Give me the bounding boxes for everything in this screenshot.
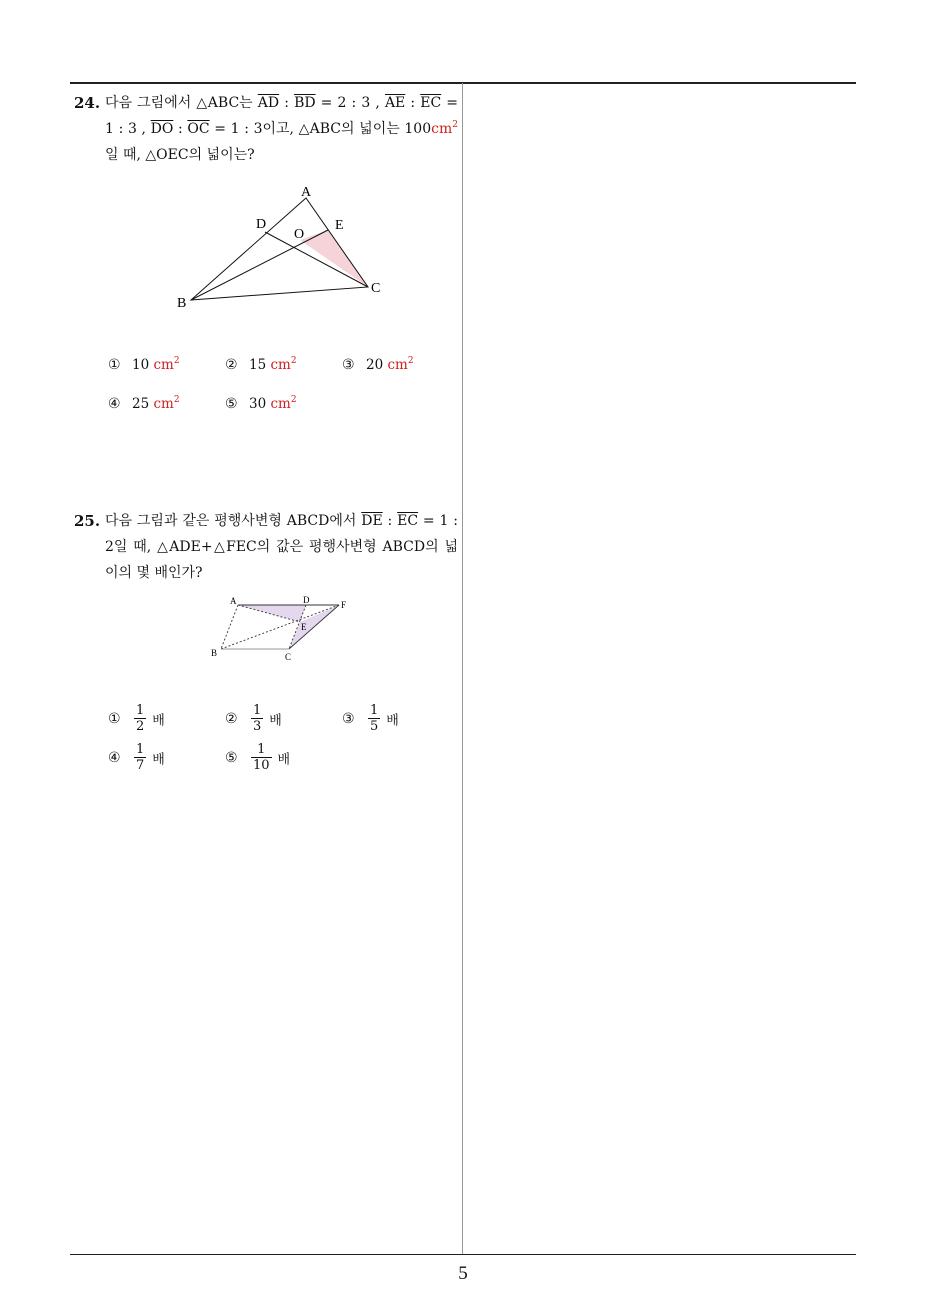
label-b: B bbox=[177, 296, 187, 311]
choice-4[interactable]: ④ 25 $cm^2$ bbox=[108, 395, 180, 412]
question-text: 다음 그림과 같은 평행사변형 ABCD에서 $\overline{DE}$ : $\overline{EC} = 1$ : 2일 때, △ADE+△FEC의 값은 평행사변형 ABCD의 넓이의 몇 배인가? bbox=[105, 513, 458, 581]
label-o: O bbox=[294, 227, 305, 242]
segment-be bbox=[191, 230, 328, 300]
page-number: 5 bbox=[458, 1263, 468, 1284]
choice-2[interactable]: ② 15 $cm^2$ bbox=[225, 356, 297, 373]
triangle-abc bbox=[191, 198, 368, 300]
question-24 bbox=[74, 90, 458, 168]
choice-1[interactable]: ① $\frac{1}{2}$ 배 bbox=[108, 703, 165, 734]
question-number: 24. bbox=[74, 94, 101, 112]
question-number: 25. bbox=[74, 512, 101, 530]
shaded-triangle-ade bbox=[238, 605, 306, 622]
segment-ec: $\overline{EC}$ bbox=[420, 95, 442, 111]
segment-oc: $\overline{OC}$ bbox=[187, 121, 210, 137]
choice-2[interactable]: ② $\frac{1}{3}$ 배 bbox=[225, 703, 282, 734]
choice-3[interactable]: ③ $\frac{1}{5}$ 배 bbox=[342, 703, 399, 734]
label-d: D bbox=[256, 217, 267, 232]
question-text: 다음 그림에서 △ABC는 $\overline{AD}$ : $\overline{BD} = 2$ : 3 , $\overline{AE}$ : $\overline{EC} = 1$ : 3 , $\overline{DO}$ : $\overline{OC} = 1$ : 3이고, △ABC의 넓이는 $100cm^2$일 때, △OEC의 넓이는? bbox=[105, 95, 458, 163]
label-a: A bbox=[301, 185, 312, 200]
parallelogram-figure bbox=[205, 592, 360, 664]
label-c: C bbox=[285, 652, 292, 662]
question-25 bbox=[74, 508, 458, 586]
unit: cm bbox=[431, 121, 453, 137]
fraction: $\frac{1}{3}$ bbox=[253, 703, 262, 734]
label-f: F bbox=[341, 600, 347, 610]
choice-4[interactable]: ④ $\frac{1}{7}$ 배 bbox=[108, 742, 165, 773]
label-e: E bbox=[335, 218, 344, 233]
segment-ae: $\overline{AE}$ bbox=[384, 95, 406, 111]
choice-3[interactable]: ③ 20 $cm^2$ bbox=[342, 356, 414, 373]
fraction: $\frac{1}{10}$ bbox=[253, 742, 270, 773]
triangle-figure bbox=[170, 180, 400, 315]
fraction: $\frac{1}{5}$ bbox=[370, 703, 379, 734]
label-e: E bbox=[301, 622, 307, 632]
column-divider bbox=[462, 83, 463, 1254]
fraction: $\frac{1}{2}$ bbox=[136, 703, 145, 734]
segment-ec: $\overline{EC}$ bbox=[397, 513, 419, 529]
side-ab bbox=[221, 605, 238, 649]
label-b: B bbox=[211, 648, 218, 658]
segment-ad: $\overline{AD}$ bbox=[257, 95, 280, 111]
bottom-rule bbox=[70, 1254, 856, 1255]
choice-5[interactable]: ⑤ $\frac{1}{10}$ 배 bbox=[225, 742, 291, 773]
segment-do: $\overline{DO}$ bbox=[150, 121, 174, 137]
segment-de: $\overline{DE}$ bbox=[361, 513, 383, 529]
label-c: C bbox=[371, 281, 381, 296]
label-a: A bbox=[230, 596, 237, 606]
segment-bd: $\overline{BD}$ bbox=[294, 95, 316, 111]
fraction: $\frac{1}{7}$ bbox=[136, 742, 145, 773]
choice-1[interactable]: ① 10 $cm^2$ bbox=[108, 356, 180, 373]
label-d: D bbox=[303, 595, 310, 605]
choice-5[interactable]: ⑤ 30 $cm^2$ bbox=[225, 395, 297, 412]
